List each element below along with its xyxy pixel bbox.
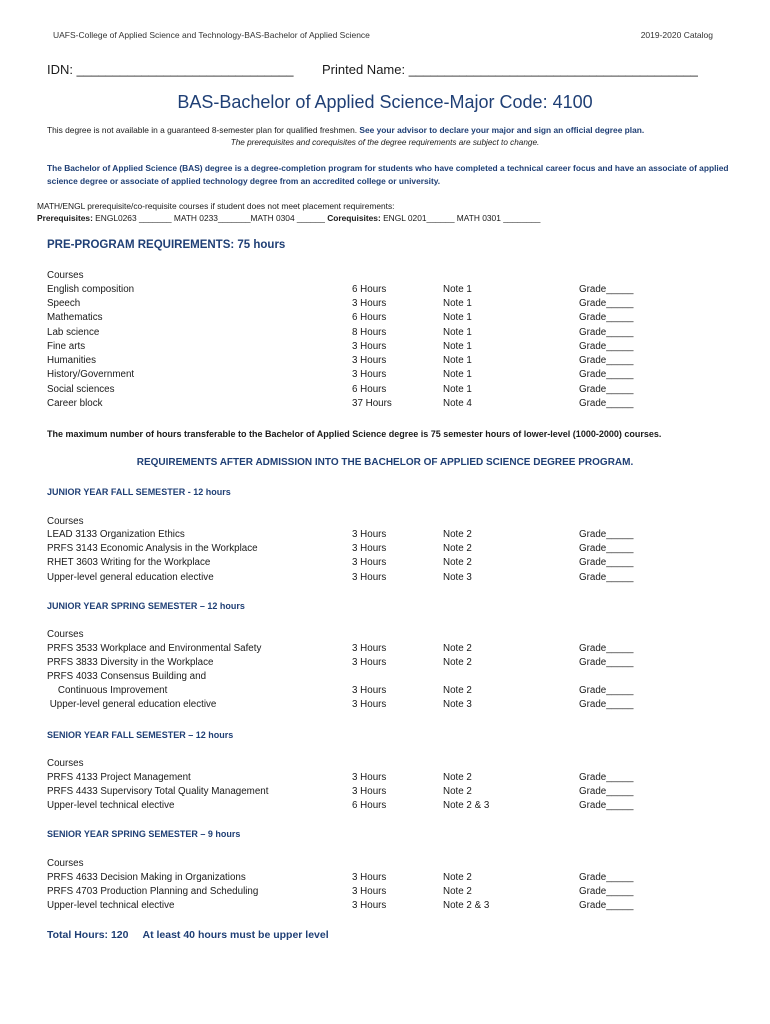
course-note: Note 2 [443,886,472,897]
prereq-line [37,213,540,223]
grade-field[interactable]: Grade_____ [579,355,634,366]
course-hours: 3 Hours [352,369,387,380]
intro-text: This degree is not available in a guaranteed 8-semester plan for qualified freshmen. [47,125,360,135]
course-name: Lab science [47,327,100,338]
courses-label: Courses [47,629,84,640]
course-name: Mathematics [47,312,103,323]
course-hours: 3 Hours [352,557,387,568]
upper-level-note: At least 40 hours must be upper level [142,929,329,941]
course-note: Note 2 [443,529,472,540]
course-hours: 8 Hours [352,327,387,338]
grade-field[interactable]: Grade_____ [579,327,634,338]
grade-field[interactable]: Grade_____ [579,298,634,309]
course-hours: 3 Hours [352,657,387,668]
course-name: Upper-level technical elective [47,800,175,811]
course-hours: 3 Hours [352,572,387,583]
course-name: Upper-level general education elective [47,572,214,583]
course-note: Note 3 [443,699,472,710]
grade-field[interactable]: Grade_____ [579,900,634,911]
course-hours: 3 Hours [352,900,387,911]
course-hours: 3 Hours [352,886,387,897]
printed-name-field[interactable]: Printed Name: ________________________________________ [322,62,698,77]
course-hours: 6 Hours [352,800,387,811]
course-note: Note 2 & 3 [443,800,490,811]
course-hours: 3 Hours [352,543,387,554]
course-note: Note 2 [443,643,472,654]
course-note: Note 2 [443,685,472,696]
course-hours: 3 Hours [352,355,387,366]
page-title: BAS-Bachelor of Applied Science-Major Code: 4100 [177,92,593,112]
course-note: Note 1 [443,384,472,395]
courses-label: Courses [47,516,84,527]
prereq-label: Prerequisites: [37,213,93,223]
course-note: Note 4 [443,398,472,409]
grade-field[interactable]: Grade_____ [579,800,634,811]
grade-field[interactable]: Grade_____ [579,772,634,783]
course-note: Note 1 [443,355,472,366]
course-name: Speech [47,298,81,309]
course-name: PRFS 4133 Project Management [47,772,191,783]
header-right: 2019-2020 Catalog [640,30,713,40]
grade-field[interactable]: Grade_____ [579,529,634,540]
course-name: PRFS 4633 Decision Making in Organizations [47,872,246,883]
course-name: PRFS 3833 Diversity in the Workplace [47,657,214,668]
prereq-text: ENGL0263 _______ MATH 0233_______MATH 0304 ______ [92,213,328,223]
course-hours: 3 Hours [352,685,387,696]
course-note: Note 1 [443,312,472,323]
course-name: Fine arts [47,341,86,352]
coreq-label: Corequisites: [327,213,381,223]
grade-field[interactable]: Grade_____ [579,872,634,883]
max-hours-note: The maximum number of hours transferable to the Bachelor of Applied Science degree is 75 semester hours of lower-level (1000-2000) courses. [47,429,662,439]
course-note: Note 2 & 3 [443,900,490,911]
course-note: Note 1 [443,341,472,352]
grade-field[interactable]: Grade_____ [579,398,634,409]
course-hours: 3 Hours [352,772,387,783]
placement-note: MATH/ENGL prerequisite/co-requisite courses if student does not meet placement requirements: [37,201,395,211]
course-hours: 3 Hours [352,298,387,309]
grade-field[interactable]: Grade_____ [579,886,634,897]
course-name: Upper-level general education elective [47,699,217,710]
course-hours: 6 Hours [352,284,387,295]
grade-field[interactable]: Grade_____ [579,557,634,568]
preprogram-title: PRE-PROGRAM REQUIREMENTS: 75 hours [47,239,286,251]
course-note: Note 2 [443,772,472,783]
total-hours: Total Hours: 120 [47,929,129,941]
course-name: PRFS 3533 Workplace and Environmental Safety [47,643,262,654]
course-name: Social sciences [47,384,115,395]
course-name: LEAD 3133 Organization Ethics [47,529,185,540]
grade-field[interactable]: Grade_____ [579,312,634,323]
grade-field[interactable]: Grade_____ [579,657,634,668]
course-note: Note 1 [443,284,472,295]
advisor-note: See your advisor to declare your major and sign an official degree plan. [359,125,645,135]
grade-field[interactable]: Grade_____ [579,643,634,654]
course-hours: 3 Hours [352,643,387,654]
grade-field[interactable]: Grade_____ [579,341,634,352]
grade-field[interactable]: Grade_____ [579,572,634,583]
course-note: Note 1 [443,298,472,309]
course-hours: 6 Hours [352,384,387,395]
course-name: Humanities [47,355,97,366]
course-name: Career block [47,398,103,409]
header-left: UAFS-College of Applied Science and Technology-BAS-Bachelor of Applied Science [53,30,370,40]
course-hours: 37 Hours [352,398,392,409]
total-hours-line [47,929,329,941]
semester-title: JUNIOR YEAR SPRING SEMESTER – 12 hours [47,601,245,611]
course-hours: 3 Hours [352,872,387,883]
grade-field[interactable]: Grade_____ [579,685,634,696]
course-note: Note 3 [443,572,472,583]
course-hours: 3 Hours [352,529,387,540]
course-note: Note 1 [443,327,472,338]
course-note: Note 2 [443,557,472,568]
grade-field[interactable]: Grade_____ [579,284,634,295]
course-name: Upper-level technical elective [47,900,175,911]
grade-field[interactable]: Grade_____ [579,699,634,710]
intro-paragraph [47,125,644,135]
course-name: PRFS 3143 Economic Analysis in the Workplace [47,543,258,554]
course-name: PRFS 4033 Consensus Building and [47,671,207,682]
course-hours: 3 Hours [352,786,387,797]
course-name: PRFS 4703 Production Planning and Scheduling [47,886,259,897]
course-note: Note 2 [443,543,472,554]
subject-to-change-note: The prerequisites and corequisites of the degree requirements are subject to change. [230,138,540,147]
courses-label: Courses [47,270,84,281]
course-hours: 6 Hours [352,312,387,323]
course-name: Continuous Improvement [47,685,168,696]
semester-title: SENIOR YEAR FALL SEMESTER – 12 hours [47,730,234,740]
course-note: Note 2 [443,657,472,668]
grade-field[interactable]: Grade_____ [579,369,634,380]
courses-label: Courses [47,758,84,769]
grade-field[interactable]: Grade_____ [579,786,634,797]
grade-field[interactable]: Grade_____ [579,543,634,554]
courses-label: Courses [47,858,84,869]
course-name: History/Government [47,369,135,380]
coreq-text: ENGL 0201______ MATH 0301 ________ [380,213,541,223]
course-name: English composition [47,284,135,295]
course-name: PRFS 4433 Supervisory Total Quality Management [47,786,269,797]
course-hours: 3 Hours [352,341,387,352]
course-name: RHET 3603 Writing for the Workplace [47,557,211,568]
course-note: Note 1 [443,369,472,380]
semester-title: JUNIOR YEAR FALL SEMESTER - 12 hours [47,487,231,497]
requirements-title: REQUIREMENTS AFTER ADMISSION INTO THE BACHELOR OF APPLIED SCIENCE DEGREE PROGRAM. [136,457,634,468]
semester-title: SENIOR YEAR SPRING SEMESTER – 9 hours [47,829,241,839]
course-hours: 3 Hours [352,699,387,710]
course-note: Note 2 [443,786,472,797]
idn-field[interactable]: IDN: ______________________________ [47,62,294,77]
grade-field[interactable]: Grade_____ [579,384,634,395]
program-description: The Bachelor of Applied Science (BAS) degree is a degree-completion program for students who have completed a technical career focus and have an associate of applied science degree or associate of applied technology degree from an accredited college or university. [47,163,729,186]
course-note: Note 2 [443,872,472,883]
